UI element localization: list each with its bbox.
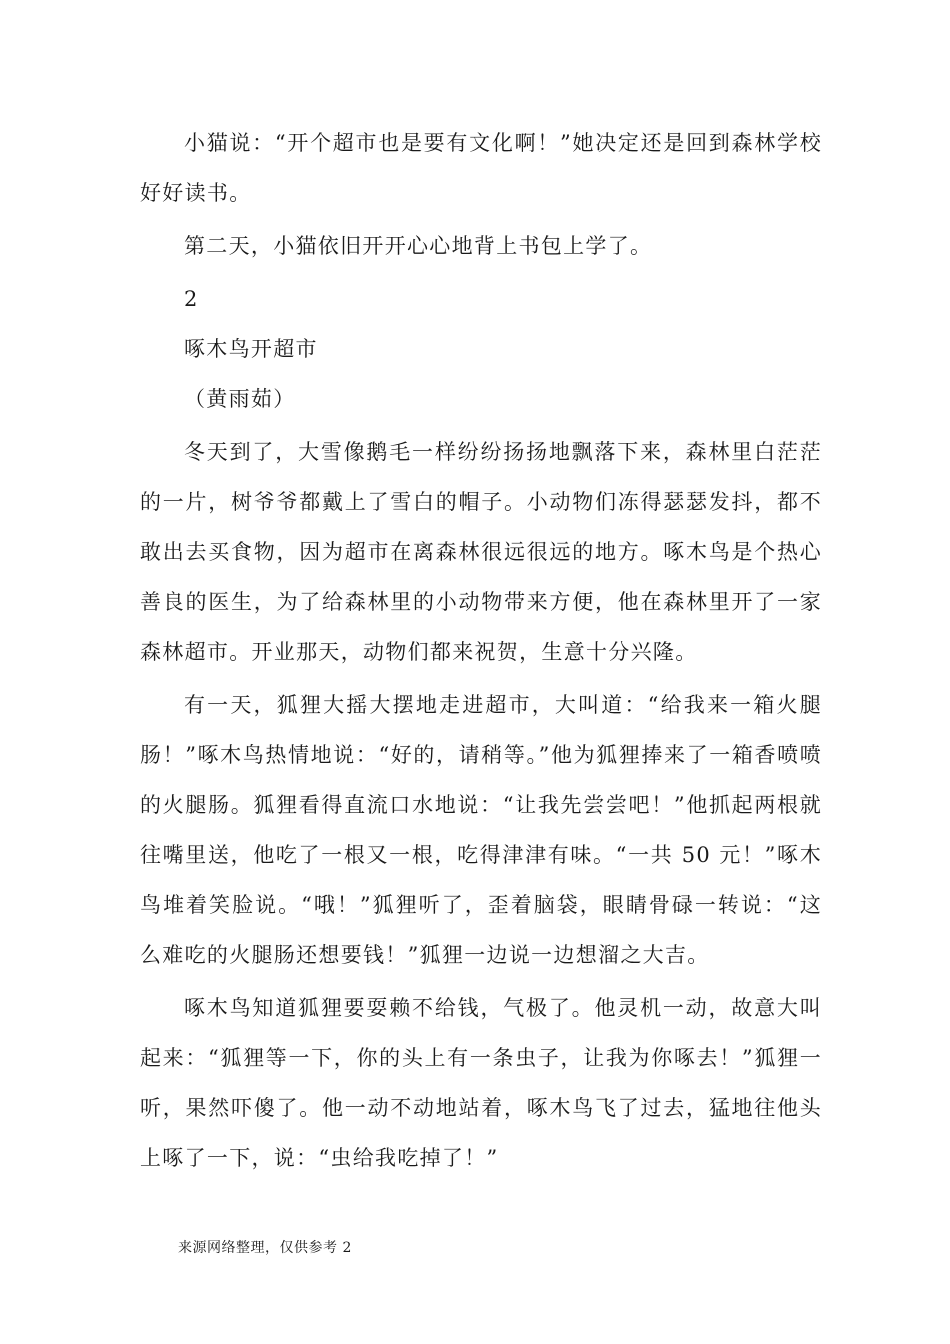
section-number: 2 — [184, 287, 199, 311]
paragraph-winter: 冬天到了，大雪像鹅毛一样纷纷扬扬地飘落下来，森林里白茫茫的一片，树爷爷都戴上了雪白的帽子。小动物们冻得瑟瑟发抖，都不敢出去买食物，因为超市在离森林很远很远的地方。啄木鸟是个热心善良的医生，为了给森林里的小动物带来方便，他在森林里开了一家森林超市。开业那天，动物们都来祝贺，生意十分兴隆。 — [140, 440, 822, 664]
document-body — [140, 118, 822, 1186]
page-footer: 来源网络整理，仅供参考 2 — [178, 1240, 352, 1256]
story-title: 啄木鸟开超市 — [184, 337, 318, 361]
story-author: （黄雨茹） — [184, 387, 296, 411]
paragraph-cat-speech: 小猫说：“开个超市也是要有文化啊！”她决定还是回到森林学校好好读书。 — [140, 131, 822, 205]
paragraph-next-day: 第二天，小猫依旧开开心心地背上书包上学了。 — [184, 234, 653, 258]
paragraph-fox-arrives: 有一天，狐狸大摇大摆地走进超市，大叫道：“给我来一箱火腿肠！”啄木鸟热情地说：“好的，请稍等。”他为狐狸捧来了一箱香喷喷的火腿肠。狐狸看得直流口水地说：“让我先尝尝吧！”他抓起两根就往嘴里送，他吃了一根又一根，吃得津津有味。“一共 50 元！”啄木鸟堆着笑脸说。“哦！”狐狸听了，歪着脑袋，眼睛骨碌一转说：“这么难吃的火腿肠还想要钱！”狐狸一边说一边想溜之大吉。 — [140, 693, 822, 967]
paragraph-woodpecker-trick: 啄木鸟知道狐狸要耍赖不给钱，气极了。他灵机一动，故意大叫起来：“狐狸等一下，你的头上有一条虫子，让我为你啄去！”狐狸一听，果然吓傻了。他一动不动地站着，啄木鸟飞了过去，猛地往他头上啄了一下，说：“虫给我吃掉了！” — [140, 996, 822, 1170]
